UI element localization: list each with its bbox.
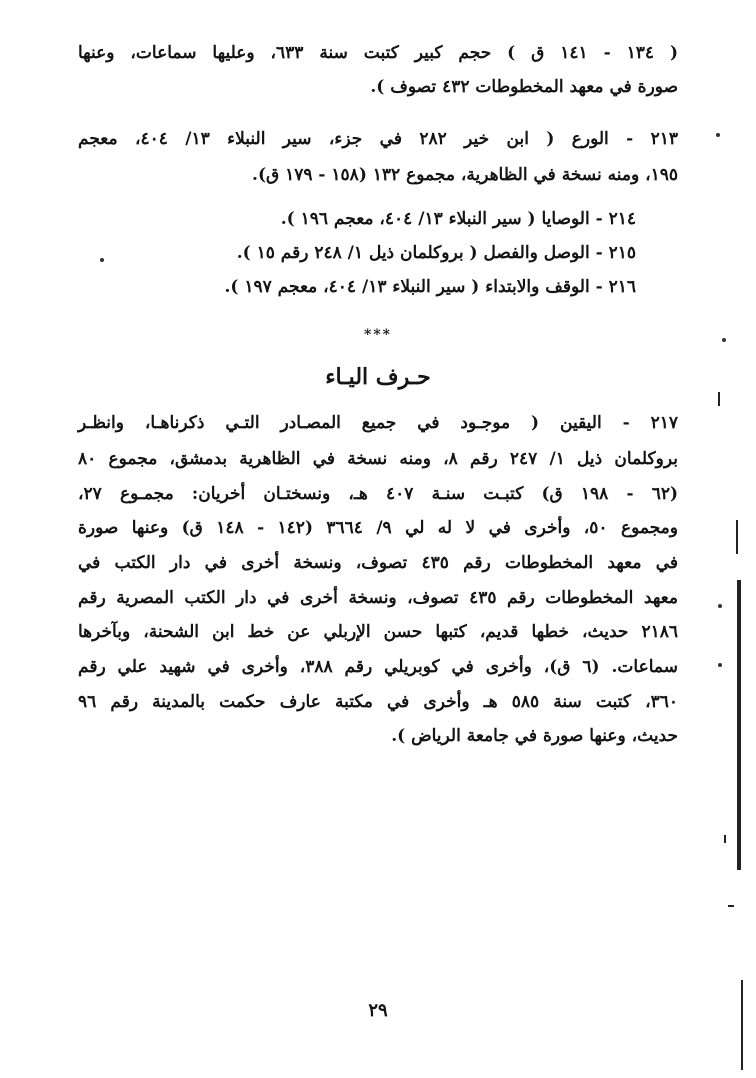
text-line: معهد المخطوطات رقم ٤٣٥ تصوف، ونسخة أخرى في دار الكتب المصرية رقم: [78, 588, 678, 608]
entry-213-line: ٢١٣ - الورع ( ابن خير ٢٨٢ في جزء، سير النبلاء ١٣/ ٤٠٤، معجم: [78, 129, 679, 149]
entry-215-line: ٢١٥ - الوصل والفصل ( بروكلمان ذيل ١/ ٢٤٨ رقم ١٥ ).: [236, 243, 636, 263]
text-line: سماعات. (٦ ق)، وأخرى في كوبريلي رقم ٣٨٨، وأخرى في شهيد علي رقم: [78, 657, 678, 677]
text-line: بروكلمان ذيل ١/ ٢٤٧ رقم ٨، ومنه نسخة في الظاهرية بدمشق، مجموع ٨٠: [78, 449, 678, 469]
scan-edge-line: [737, 580, 741, 870]
scan-speck: [716, 133, 720, 137]
scan-speck: [100, 258, 104, 262]
page-number: ٢٩: [368, 1000, 388, 1021]
scan-mark: [728, 905, 734, 907]
text-line: في معهد المخطوطات رقم ٤٣٥ تصوف، ونسخة أخرى في دار الكتب في: [78, 553, 678, 573]
scan-mark: [736, 520, 738, 554]
section-heading: حـرف اليـاء: [325, 364, 431, 390]
scan-speck: [722, 338, 726, 342]
scan-speck: [718, 663, 722, 667]
text-line: حديث، وعنها صورة في جامعة الرياض ).: [391, 726, 678, 746]
text-line: ( ١٣٤ - ١٤١ ق ) حجم كبير كتبت سنة ٦٣٣، وعليها سماعات، وعنها: [78, 43, 678, 63]
section-separator: ***: [364, 327, 392, 343]
scan-speck: [718, 604, 722, 608]
scan-mark: [724, 835, 726, 843]
text-line: (٦٢ - ١٩٨ ق) كتبـت سنـة ٤٠٧ هـ، ونسختـان أخريان: مجمـوع ٢٧،: [78, 484, 678, 504]
text-line: صورة في معهد المخطوطات ٤٣٢ تصوف ).: [370, 77, 678, 97]
text-line: ومجموع ٥٠، وأخرى في لا له لي ٩/ ٣٦٦٤ (١٤٢ - ١٤٨ ق) وعنها صورة: [78, 518, 679, 538]
text-line: ٢١٨٦ حديث، خطها قديم، كتبها حسن الإربلي عن خط ابن الشحنة، وبآخرها: [78, 622, 678, 642]
scan-edge-line: [741, 980, 743, 1070]
text-line: ٣٦٠، كتبت سنة ٥٨٥ هـ وأخرى في مكتبة عارف حكمت بالمدينة رقم ٩٦: [78, 692, 679, 712]
entry-214-line: ٢١٤ - الوصايا ( سير النبلاء ١٣/ ٤٠٤، معجم ١٩٦ ).: [280, 209, 636, 229]
entry-217-line: ٢١٧ - اليقين ( موجـود في جميع المصـادر التـي ذكرناهـا، وانظـر: [78, 413, 678, 433]
text-line: ١٩٥، ومنه نسخة في الظاهرية، مجموع ١٣٢ (١٥٨ - ١٧٩ ق).: [252, 165, 678, 185]
scan-mark: [718, 392, 720, 406]
entry-216-line: ٢١٦ - الوقف والابتداء ( سير النبلاء ١٣/ ٤٠٤، معجم ١٩٧ ).: [224, 277, 636, 297]
